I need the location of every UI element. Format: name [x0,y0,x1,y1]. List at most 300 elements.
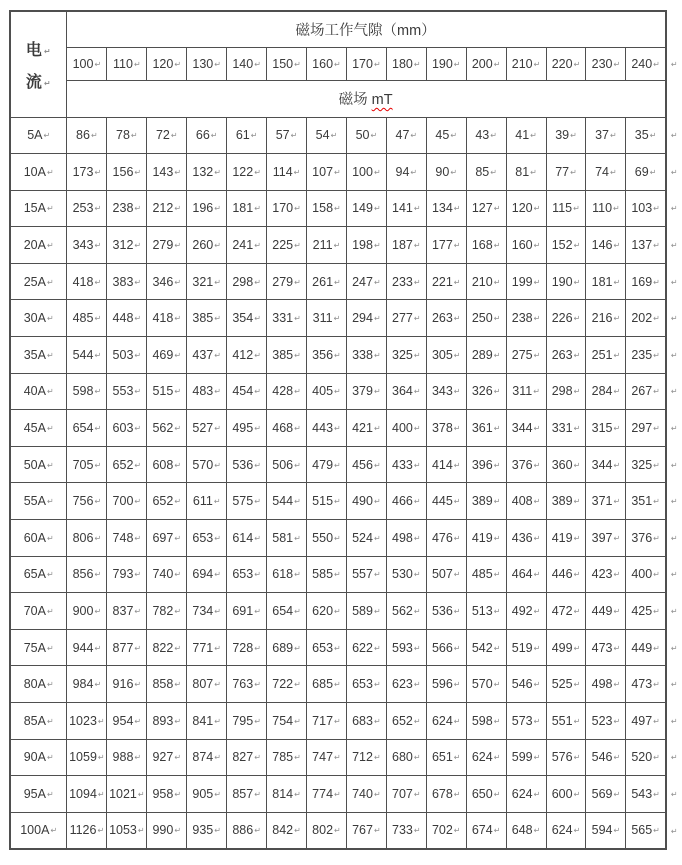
value-cell [426,593,466,630]
row-label-cell [10,190,67,227]
cell-end-mark: ↵ [573,460,581,470]
cell-end-mark: ↵ [134,716,142,726]
value-cell [307,373,347,410]
cell-end-mark: ↵ [174,533,182,543]
cell-end-mark: ↵ [413,680,421,690]
value-cell-text: 351 [631,494,653,509]
gap-value-cell-text: 180 [392,56,413,71]
value-cell-text: 806 [72,530,94,545]
value-cell [147,227,187,264]
value-cell-text: 858 [152,677,174,692]
cell-end-mark: ↵ [613,570,621,580]
gap-value-cell [307,47,347,80]
value-cell [107,373,147,410]
value-cell [267,227,307,264]
value-cell-text: 210 [471,274,493,289]
cell-end-mark: ↵ [613,753,621,763]
value-cell [466,703,506,740]
cell-end-mark: ↵ [649,131,657,141]
cell-end-mark: ↵ [653,716,660,726]
value-cell [187,410,227,447]
cell-end-mark: ↵ [453,607,461,617]
value-cell [586,446,626,483]
cell-end-mark: ↵ [294,59,301,69]
table-row [10,520,681,557]
cell-end-mark: ↵ [493,424,501,434]
value-cell-text: 250 [471,311,493,326]
row-label-cell [10,410,67,447]
row-end-mark: ↵ [670,350,678,360]
gap-value-cell-text: 140 [232,56,254,71]
gap-value-cell [147,47,187,80]
cell-end-mark: ↵ [94,460,102,470]
cell-end-mark: ↵ [493,680,501,690]
value-cell [227,812,267,849]
cell-end-mark: ↵ [453,570,461,580]
cell-end-mark: ↵ [174,460,182,470]
value-cell [267,446,307,483]
value-cell-text: 618 [272,567,294,582]
corner-label-char: 电↵ [25,41,52,59]
cell-end-mark: ↵ [250,131,258,141]
value-cell [147,373,187,410]
row-end-mark: ↵ [670,314,678,324]
value-cell-text: 498 [392,530,413,545]
cell-end-mark: ↵ [493,350,501,360]
value-cell-text: 356 [312,347,334,362]
value-cell-text: 707 [392,786,413,801]
value-cell [506,666,546,703]
value-cell-text: 331 [551,421,573,436]
table-row [10,666,681,703]
cell-end-mark: ↵ [493,607,501,617]
cell-end-mark: ↵ [94,59,102,69]
gap-value-cell [67,47,107,80]
value-cell [346,227,386,264]
value-cell [426,520,466,557]
value-cell-text: 279 [272,274,294,289]
value-cell-text: 423 [591,567,613,582]
cell-end-mark: ↵ [613,607,621,617]
value-cell [307,263,347,300]
cell-end-mark: ↵ [373,387,381,397]
value-cell-text: 857 [232,786,254,801]
value-cell [386,666,426,703]
cell-end-mark: ↵ [410,131,418,141]
value-cell [307,190,347,227]
value-cell [67,483,107,520]
cell-end-mark: ↵ [254,350,261,360]
cell-end-mark: ↵ [373,607,381,617]
value-cell [307,227,347,264]
value-cell-text: 414 [431,457,453,472]
value-cell-text: 557 [352,567,373,582]
value-cell-text: 593 [392,640,413,655]
value-cell [346,629,386,666]
row-end-gutter [666,776,681,813]
cell-end-mark: ↵ [653,826,660,836]
value-cell-text: 566 [431,640,453,655]
cell-end-mark: ↵ [613,277,621,287]
cell-end-mark: ↵ [493,716,501,726]
value-cell [386,300,426,337]
gap-value-cell-text: 240 [631,56,653,71]
value-cell [227,703,267,740]
value-cell-text: 685 [312,677,334,692]
value-cell-text: 543 [631,786,653,801]
value-cell-text: 733 [392,823,413,838]
value-cell [586,593,626,630]
value-cell-text: 623 [392,677,413,692]
cell-end-mark: ↵ [653,59,660,69]
row-label-cell-text: 90A [23,750,46,765]
cell-end-mark: ↵ [530,167,537,177]
value-cell [506,410,546,447]
value-cell [267,373,307,410]
value-cell-text: 575 [232,494,254,509]
value-cell-text: 536 [431,604,453,619]
cell-end-mark: ↵ [97,826,105,836]
row-label-cell [10,263,67,300]
row-label-cell [10,556,67,593]
value-cell [506,117,546,154]
cell-end-mark: ↵ [174,350,182,360]
value-cell-text: 984 [72,677,94,692]
cell-end-mark: ↵ [134,387,142,397]
cell-end-mark: ↵ [573,387,581,397]
cell-end-mark: ↵ [333,241,341,251]
value-cell [506,593,546,630]
cell-end-mark: ↵ [214,680,221,690]
value-cell-text: 263 [431,311,453,326]
value-cell-text: 1059 [69,750,97,765]
cell-end-mark: ↵ [214,314,221,324]
value-cell-text: 454 [232,384,254,399]
value-cell-text: 990 [152,823,174,838]
cell-end-mark: ↵ [493,533,501,543]
value-cell-text: 585 [312,567,334,582]
cell-end-mark: ↵ [493,826,501,836]
value-cell [426,117,466,154]
value-cell [546,483,586,520]
cell-end-mark: ↵ [94,241,102,251]
value-cell [67,629,107,666]
value-cell-text: 225 [272,238,294,253]
value-cell-text: 683 [352,713,373,728]
value-cell-text: 383 [112,274,134,289]
value-cell-text: 134 [431,201,453,216]
value-cell [426,629,466,666]
value-cell-text: 717 [312,713,334,728]
value-cell-text: 122 [232,164,254,179]
value-cell-text: 874 [192,750,214,765]
value-cell-text: 550 [312,530,334,545]
value-cell [586,666,626,703]
value-cell-text: 277 [392,311,413,326]
value-cell [307,337,347,374]
cell-end-mark: ↵ [43,78,52,88]
cell-end-mark: ↵ [174,570,182,580]
cell-end-mark: ↵ [493,460,501,470]
value-cell-text: 54 [315,128,330,143]
cell-end-mark: ↵ [533,241,541,251]
value-cell [227,446,267,483]
cell-end-mark: ↵ [254,424,261,434]
value-cell [107,227,147,264]
row-label-cell-text: 70A [23,604,46,619]
value-cell-text: 346 [152,274,174,289]
value-cell [307,703,347,740]
value-cell [67,337,107,374]
value-cell [227,300,267,337]
table-row [10,776,681,813]
value-cell-text: 680 [392,750,413,765]
cell-end-mark: ↵ [533,570,541,580]
value-cell-text: 253 [72,201,94,216]
value-cell [426,263,466,300]
cell-end-mark: ↵ [533,204,541,214]
value-cell-text: 822 [152,640,174,655]
row-label-cell-text: 50A [23,457,46,472]
value-cell [67,812,107,849]
value-cell [147,520,187,557]
value-cell-text: 614 [232,530,254,545]
value-cell [586,556,626,593]
value-cell-text: 519 [511,640,533,655]
value-cell-text: 149 [352,201,373,216]
value-cell [386,739,426,776]
row-end-mark: ↵ [670,533,678,543]
cell-end-mark: ↵ [413,753,421,763]
value-cell-text: 697 [152,530,174,545]
field-header-unit: mT [371,92,393,108]
value-cell [546,593,586,630]
value-cell [107,154,147,191]
value-cell [147,739,187,776]
cell-end-mark: ↵ [334,789,341,799]
row-label-cell-text: 30A [23,311,46,326]
cell-end-mark: ↵ [653,753,660,763]
value-cell [386,556,426,593]
value-cell-text: 546 [511,677,533,692]
value-cell-text: 158 [312,201,334,216]
cell-end-mark: ↵ [134,241,142,251]
table-row [10,117,681,154]
value-cell-text: 506 [272,457,294,472]
cell-end-mark: ↵ [97,753,105,763]
value-cell [227,629,267,666]
cell-end-mark: ↵ [46,533,54,543]
cell-end-mark: ↵ [294,607,301,617]
value-cell [67,739,107,776]
value-cell-text: 546 [591,750,613,765]
value-cell-text: 221 [431,274,453,289]
value-cell [187,666,227,703]
cell-end-mark: ↵ [490,167,497,177]
row-label-cell-text: 65A [23,567,46,582]
table-row [10,190,681,227]
value-cell-text: 653 [232,567,254,582]
value-cell [386,373,426,410]
value-cell-text: 492 [511,604,533,619]
value-cell [626,666,666,703]
cell-end-mark: ↵ [254,789,261,799]
row-label-cell [10,666,67,703]
cell-end-mark: ↵ [254,167,261,177]
cell-end-mark: ↵ [134,167,142,177]
value-cell [586,300,626,337]
value-cell [386,446,426,483]
cell-end-mark: ↵ [613,424,621,434]
cell-end-mark: ↵ [334,497,341,507]
value-cell [506,520,546,557]
value-cell [267,666,307,703]
value-cell [466,556,506,593]
value-cell-text: 515 [312,494,334,509]
value-cell [346,446,386,483]
cell-end-mark: ↵ [373,59,381,69]
value-cell [267,190,307,227]
cell-end-mark: ↵ [254,643,261,653]
value-cell-text: 326 [471,384,493,399]
value-cell [426,373,466,410]
cell-end-mark: ↵ [333,314,341,324]
cell-end-mark: ↵ [613,460,621,470]
row-label-cell [10,154,67,191]
row-end-gutter [666,812,681,849]
value-cell-text: 298 [232,274,254,289]
cell-end-mark: ↵ [413,643,421,653]
cell-end-mark: ↵ [214,789,221,799]
cell-end-mark: ↵ [653,241,660,251]
value-cell-text: 464 [511,567,533,582]
value-cell-text: 573 [511,713,533,728]
cell-end-mark: ↵ [373,497,381,507]
cell-end-mark: ↵ [613,350,621,360]
row-end-gutter [666,556,681,593]
cell-end-mark: ↵ [94,314,102,324]
value-cell [67,703,107,740]
value-cell [466,300,506,337]
value-cell-text: 565 [631,823,653,838]
value-cell-text: 624 [471,750,493,765]
cell-end-mark: ↵ [130,131,138,141]
value-cell [346,263,386,300]
value-cell-text: 39 [555,128,570,143]
value-cell-text: 652 [112,457,134,472]
value-cell [67,373,107,410]
cell-end-mark: ↵ [294,277,301,287]
cell-end-mark: ↵ [533,424,541,434]
value-cell [466,629,506,666]
gap-value-cell [546,47,586,80]
cell-end-mark: ↵ [573,350,581,360]
value-cell [227,227,267,264]
cell-end-mark: ↵ [174,204,182,214]
cell-end-mark: ↵ [134,497,142,507]
gap-value-cell-text: 100 [72,56,94,71]
value-cell-text: 841 [192,713,214,728]
cell-end-mark: ↵ [373,570,381,580]
value-cell-text: 45 [435,128,450,143]
cell-end-mark: ↵ [214,753,221,763]
value-cell-text: 156 [112,164,134,179]
value-cell-text: 524 [352,530,373,545]
cell-end-mark: ↵ [410,167,418,177]
cell-end-mark: ↵ [573,716,581,726]
value-cell-text: 74 [595,164,610,179]
value-cell-text: 284 [591,384,613,399]
cell-end-mark: ↵ [94,350,102,360]
cell-end-mark: ↵ [413,424,421,434]
cell-end-mark: ↵ [174,680,182,690]
corner-cell [10,11,67,117]
value-cell-text: 958 [152,786,174,801]
table-row [10,703,681,740]
value-cell [546,666,586,703]
table-row [10,629,681,666]
value-cell [466,190,506,227]
cell-end-mark: ↵ [373,314,381,324]
value-cell [626,483,666,520]
cell-end-mark: ↵ [653,204,660,214]
value-cell [426,410,466,447]
cell-end-mark: ↵ [334,680,341,690]
cell-end-mark: ↵ [573,497,581,507]
value-cell-text: 827 [232,750,254,765]
cell-end-mark: ↵ [94,387,102,397]
cell-end-mark: ↵ [134,680,142,690]
value-cell [307,593,347,630]
value-cell [227,117,267,154]
value-cell [267,410,307,447]
cell-end-mark: ↵ [373,789,381,799]
value-cell-text: 520 [631,750,653,765]
cell-end-mark: ↵ [46,167,54,177]
value-cell [426,300,466,337]
value-cell [346,337,386,374]
value-cell-text: 674 [471,823,493,838]
value-cell-text: 485 [72,311,94,326]
value-cell [466,410,506,447]
row-end-mark: ↵ [670,826,678,836]
value-cell [307,556,347,593]
row-label-cell [10,776,67,813]
value-cell-text: 624 [431,713,453,728]
row-end-mark: ↵ [670,167,678,177]
value-cell [107,483,147,520]
value-cell-text: 90 [435,164,450,179]
value-cell-text: 702 [431,823,453,838]
value-cell [426,483,466,520]
value-cell-text: 279 [152,238,174,253]
row-label-cell [10,337,67,374]
value-cell-text: 50 [355,128,370,143]
value-cell [626,703,666,740]
value-cell-text: 544 [272,494,294,509]
table-row [10,556,681,593]
value-cell-text: 85 [475,164,490,179]
value-cell [187,154,227,191]
value-cell-text: 740 [352,786,373,801]
value-cell-text: 651 [431,750,453,765]
cell-end-mark: ↵ [134,277,142,287]
row-end-gutter [666,11,681,47]
cell-end-mark: ↵ [373,643,381,653]
value-cell-text: 181 [591,274,613,289]
value-cell [506,703,546,740]
value-cell-text: 927 [152,750,174,765]
